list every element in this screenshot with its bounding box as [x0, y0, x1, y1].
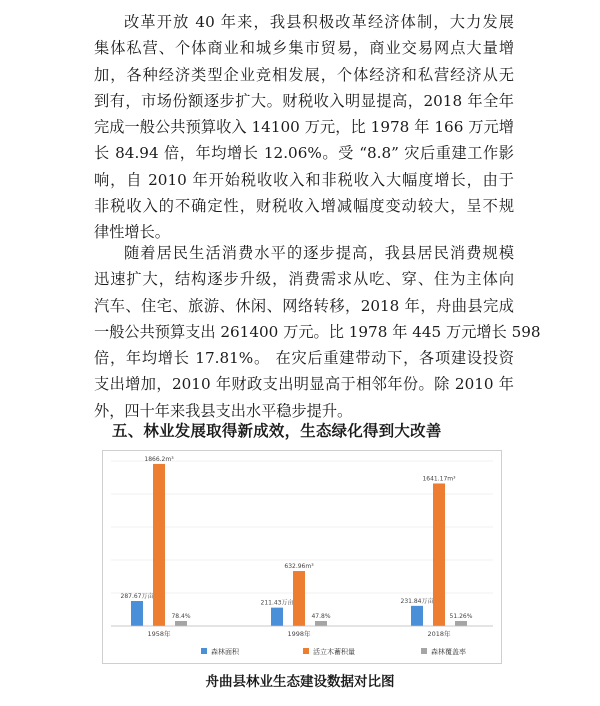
paragraph-line: 响，自 2010 年开始税收收入和非税收入大幅度增长，由于	[94, 170, 514, 189]
paragraph-line: 改革开放 40 年来，我县积极改革经济体制，大力发展	[124, 13, 514, 31]
paragraph-line: 到有，市场份额逐步扩大。财税收入明显提高，2018 年全年	[94, 91, 514, 110]
bar-coverage	[315, 621, 327, 626]
bar-timber	[433, 483, 445, 626]
legend-label-forest: 森林面积	[211, 648, 239, 656]
paragraph-line: 倍，年均增长 17.81%。 在灾后重建带动下，各项建设投资	[94, 349, 514, 368]
bar-coverage	[175, 621, 187, 626]
forestry-bar-chart	[103, 451, 501, 663]
paragraph-economy	[94, 9, 514, 246]
chart-caption: 舟曲县林业生态建设数据对比图	[205, 674, 395, 690]
bar-forest	[271, 608, 283, 626]
legend-swatch-timber	[303, 648, 309, 654]
legend-label-coverage: 森林覆盖率	[431, 648, 466, 656]
bar-forest	[131, 601, 143, 626]
legend-swatch-forest	[201, 648, 207, 654]
paragraph-consumption	[94, 240, 541, 424]
data-label-timber: 632.96m³	[284, 563, 314, 571]
data-label-timber: 1866.2m³	[144, 455, 174, 463]
x-tick-label: 2018年	[427, 630, 451, 638]
paragraph-line: 集体私营、个体商业和城乡集市贸易，商业交易网点大量增	[94, 39, 514, 58]
paragraph-line: 非税收入的不确定性，财税收入增减幅度变动较大，呈不规	[94, 197, 514, 216]
paragraph-line: 迅速扩大，结构逐步升级，消费需求从吃、穿、住为主体向	[94, 270, 514, 289]
data-label-coverage: 51.26%	[449, 613, 473, 620]
bar-coverage	[455, 621, 467, 626]
forestry-chart	[102, 450, 502, 664]
section-heading: 五、林业发展取得新成效，生态绿化得到大改善	[112, 422, 442, 440]
paragraph-line: 支出增加，2010 年财政支出明显高于相邻年份。除 2010 年	[94, 375, 514, 394]
data-label-forest: 287.67万亩	[120, 593, 154, 601]
paragraph-line: 长 84.94 倍，年均增长 12.06%。受 “8.8” 灾后重建工作影	[94, 144, 514, 163]
paragraph-line: 完成一般公共预算收入 14100 万元，比 1978 年 166 万元增	[94, 118, 514, 137]
bar-timber	[293, 571, 305, 626]
paragraph-line: 律性增长。	[94, 223, 170, 242]
paragraph-line: 外，四十年来我县支出水平稳步提升。	[94, 401, 353, 420]
data-label-forest: 231.84万亩	[400, 597, 434, 605]
legend-swatch-coverage	[421, 648, 427, 654]
data-label-timber: 1641.17m³	[422, 475, 456, 483]
legend-label-timber: 活立木蓄积量	[313, 648, 355, 656]
x-tick-label: 1998年	[287, 630, 311, 638]
bar-timber	[153, 464, 165, 626]
data-label-coverage: 78.4%	[171, 613, 191, 620]
paragraph-line: 加，各种经济类型企业竞相发展，个体经济和私营经济从无	[94, 65, 514, 84]
paragraph-line: 一般公共预算支出 261400 万元。比 1978 年 445 万元增长 598	[94, 322, 541, 341]
data-label-forest: 211.43万亩	[260, 599, 294, 607]
paragraph-line: 汽车、住宅、旅游、休闲、网络转移，2018 年，舟曲县完成	[94, 296, 514, 315]
x-tick-label: 1958年	[147, 630, 171, 638]
data-label-coverage: 47.8%	[311, 613, 331, 620]
bar-forest	[411, 606, 423, 626]
paragraph-line: 随着居民生活消费水平的逐步提高，我县居民消费规模	[124, 244, 514, 262]
